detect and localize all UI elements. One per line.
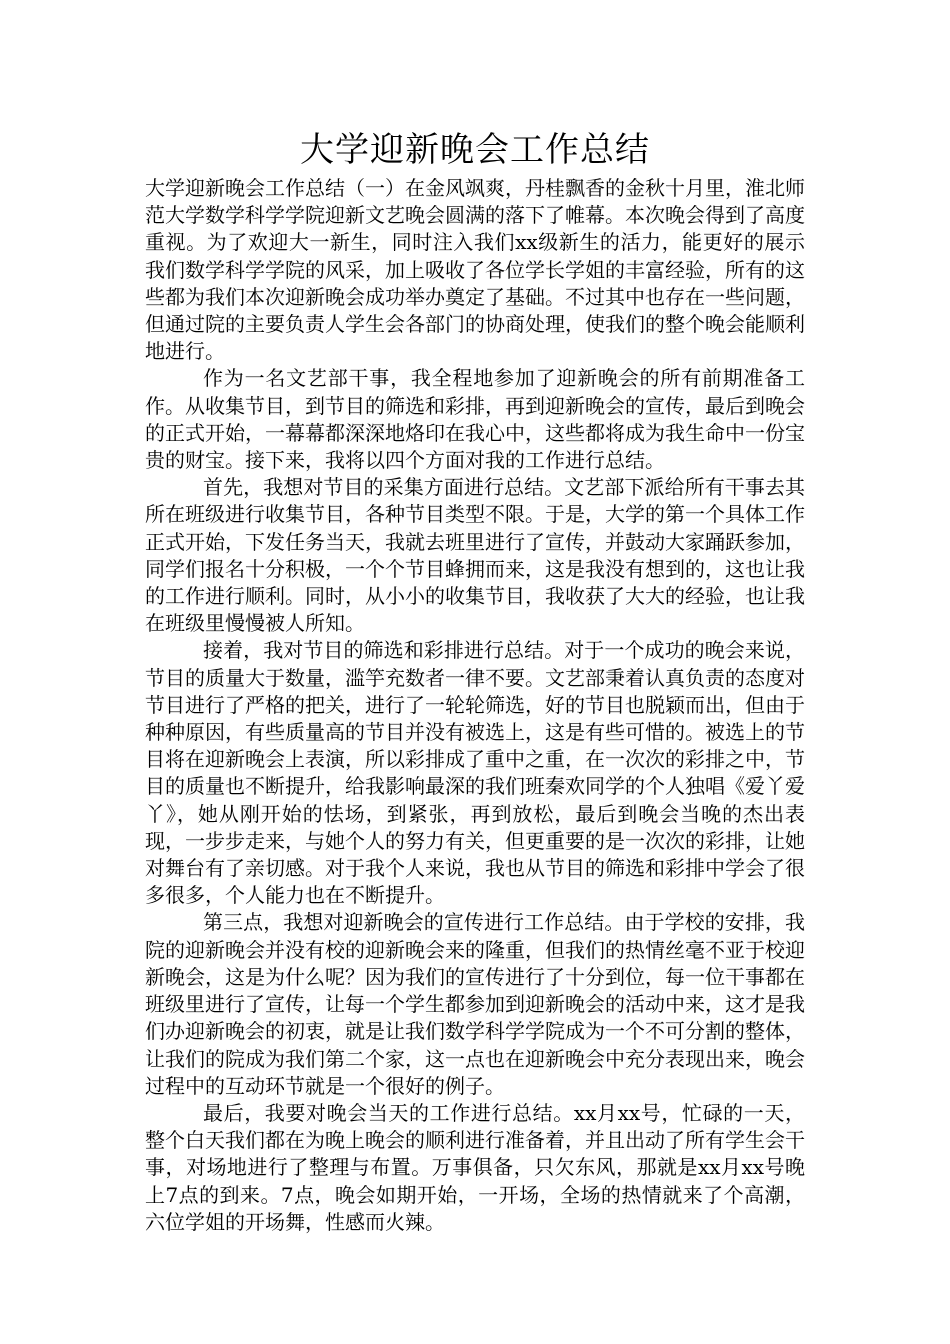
paragraph-selection: 接着，我对节目的筛选和彩排进行总结。对于一个成功的晚会来说，节目的质量大于数量，滥竽充数者一律不要。文艺部秉着认真负责的态度对节目进行了严格的把关，进行了一轮轮筛选，好的节目也脱颖而出，但由于种种原因，有些质量高的节目并没有被选上，这是有些可惜的。被选上的节目将在迎新晚会上表演，所以彩排成了重中之重，在一次次的彩排之中，节目的质量也不断提升，给我影响最深的我们班秦欢同学的个人独唱《爱丫爱丫》，她从刚开始的怯场，到紧张，再到放松，最后到晚会当晚的杰出表现，一步步走来，与她个人的努力有关，但更重要的是一次次的彩排，让她对舞台有了亲切感。对于我个人来说，我也从节目的筛选和彩排中学会了很多很多，个人能力也在不断提升。 <box>145 638 805 908</box>
paragraph-collection: 首先，我想对节目的采集方面进行总结。文艺部下派给所有干事去其所在班级进行收集节目，各种节目类型不限。于是，大学的第一个具体工作正式开始，下发任务当天，我就去班里进行了宣传，并鼓动大家踊跃参加，同学们报名十分积极，一个个节目蜂拥而来，这是我没有想到的，这也让我的工作进行顺利。同时，从小小的收集节目，我收获了大大的经验，也让我在班级里慢慢被人所知。 <box>145 475 805 636</box>
document-page <box>145 128 805 1236</box>
document-title: 大学迎新晚会工作总结 <box>300 130 650 170</box>
paragraph-promotion: 第三点，我想对迎新晚会的宣传进行工作总结。由于学校的安排，我院的迎新晚会并没有校的迎新晚会来的隆重，但我们的热情丝毫不亚于校迎新晚会，这是为什么呢？因为我们的宣传进行了十分到位，每一位干事都在班级里进行了宣传，让每一个学生都参加到迎新晚会的活动中来，这才是我们办迎新晚会的初衷，就是让我们数学科学学院成为一个不可分割的整体，让我们的院成为我们第二个家，这一点也在迎新晚会中充分表现出来，晚会过程中的互动环节就是一个很好的例子。 <box>145 910 805 1098</box>
paragraph-intro: 大学迎新晚会工作总结（一）在金风飒爽，丹桂飘香的金秋十月里，淮北师范大学数学科学学院迎新文艺晚会圆满的落下了帷幕。本次晚会得到了高度重视。为了欢迎大一新生，同时注入我们xx级新生的活力，能更好的展示我们数学科学学院的风采，加上吸收了各位学长学姐的丰富经验，所有的这些都为我们本次迎新晚会成功举办奠定了基础。不过其中也存在一些问题，但通过院的主要负责人学生会各部门的协商处理，使我们的整个晚会能顺利地进行。 <box>145 176 805 364</box>
paragraph-role: 作为一名文艺部干事，我全程地参加了迎新晚会的所有前期准备工作。从收集节目，到节目的筛选和彩排，再到迎新晚会的宣传，最后到晚会的正式开始，一幕幕都深深地烙印在我心中，这些都将成为我生命中一份宝贵的财宝。接下来，我将以四个方面对我的工作进行总结。 <box>145 366 805 473</box>
paragraph-event-day: 最后，我要对晚会当天的工作进行总结。xx月xx号，忙碌的一天，整个白天我们都在为晚上晚会的顺利进行准备着，并且出动了所有学生会干事，对场地进行了整理与布置。万事俱备，只欠东风，那就是xx月xx号晚上7点的到来。7点，晚会如期开始，一开场，全场的热情就来了个高潮，六位学姐的开场舞，性感而火辣。 <box>145 1100 805 1234</box>
